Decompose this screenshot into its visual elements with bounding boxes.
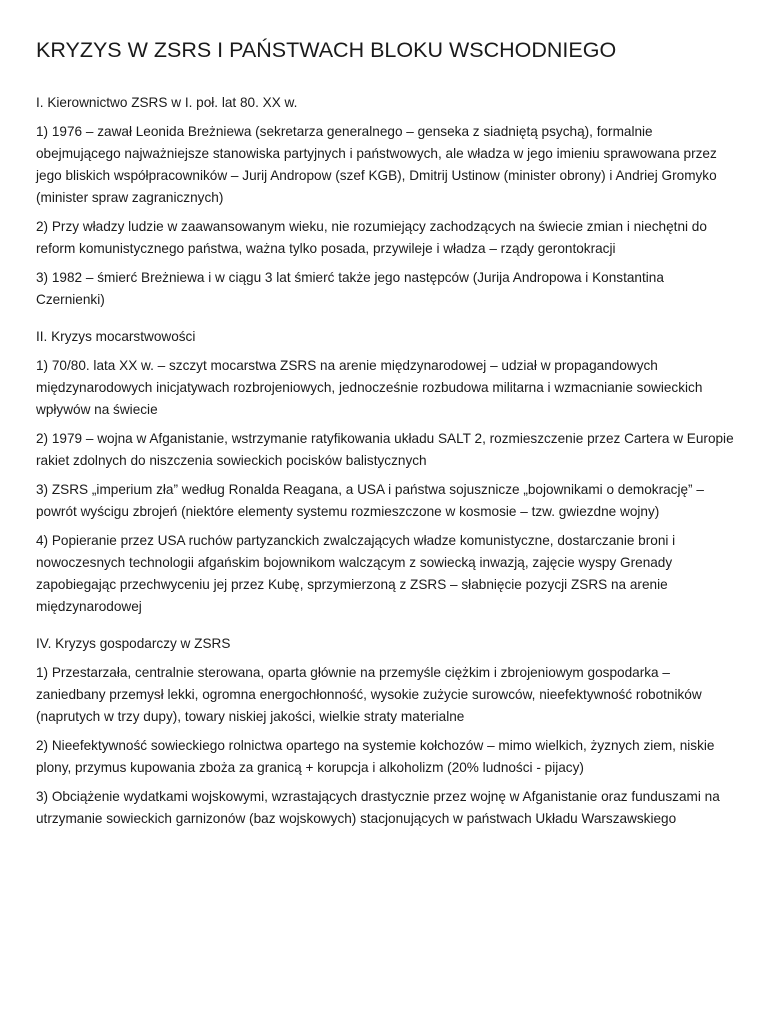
section-heading: II. Kryzys mocarstwowości [36,329,196,344]
paragraph: 3) ZSRS „imperium zła” według Ronalda Reagana, a USA i państwa sojusznicze „bojownikami o demokrację” – powrót wyścigu zbrojeń (niektóre elementy systemu rozmieszczone w kosmosie – tzw. gwiezdne wojny) [36,482,704,519]
paragraph: 2) Przy władzy ludzie w zaawansowanym wieku, nie rozumiejący zachodzących na świecie zmian i niechętni do reform komunistycznego państwa, ważna tylko posada, przywileje i władza – rządy gerontokracji [36,219,707,256]
paragraph: 1) 1976 – zawał Leonida Breżniewa (sekretarza generalnego – genseka z siadniętą psychą), formalnie obejmującego najważniejsze stanowiska partyjnych i państwowych, ale władza w jego imieniu sprawowana przez jego bliskich współpracowników – Jurij Andropow (szef KGB), Dmitrij Ustinow (minister obrony) i Andriej Gromyko (minister spraw zagranicznych) [36,124,717,205]
paragraph: 3) Obciążenie wydatkami wojskowymi, wzrastających drastycznie przez wojnę w Afganistanie oraz funduszami na utrzymanie sowieckich garnizonów (baz wojskowych) stacjonujących w państwach Układu Warszawskiego [36,789,720,826]
paragraph: 1) Przestarzała, centralnie sterowana, oparta głównie na przemyśle ciężkim i zbrojeniowym gospodarka – zaniedbany przemysł lekki, ogromna energochłonność, wysokie zużycie surowców, nieefektywność robotników (naprutych w trzy dupy), towary niskiej jakości, wielkie straty materialne [36,665,702,724]
paragraph: 3) 1982 – śmierć Breżniewa i w ciągu 3 lat śmierć także jego następców (Jurija Andropowa i Konstantina Czernienki) [36,270,664,307]
section-kierownictwo [36,92,736,311]
section-heading: IV. Kryzys gospodarczy w ZSRS [36,636,231,651]
section-kryzys-mocarstwowosci [36,326,736,618]
paragraph: 4) Popieranie przez USA ruchów partyzanckich zwalczających władze komunistyczne, dostarczanie broni i nowoczesnych technologii afgańskim bojownikom walczącym z sowiecką inwazją, zajęcie wyspy Grenady zapobiegając przechwyceniu jej przez Kubę, sprzymierzoną z ZSRS – słabnięcie pozycji ZSRS na arenie międzynarodowej [36,533,676,614]
paragraph: 1) 70/80. lata XX w. – szczyt mocarstwa ZSRS na arenie międzynarodowej – udział w propagandowych międzynarodowych inicjatywach rozbrojeniowych, jednocześnie rozbudowa militarna i wzmacnianie sowieckich wpływów na świecie [36,358,703,417]
section-kryzys-gospodarczy [36,633,736,830]
document-page [36,36,736,837]
paragraph: 2) 1979 – wojna w Afganistanie, wstrzymanie ratyfikowania układu SALT 2, rozmieszczenie przez Cartera w Europie rakiet zdolnych do niszczenia sowieckich pocisków balistycznych [36,431,734,468]
document-title: KRYZYS W ZSRS I PAŃSTWACH BLOKU WSCHODNIEGO [36,38,617,62]
section-heading: I. Kierownictwo ZSRS w I. poł. lat 80. XX w. [36,95,298,110]
paragraph: 2) Nieefektywność sowieckiego rolnictwa opartego na systemie kołchozów – mimo wielkich, żyznych ziem, niskie plony, przymus kupowania zboża za granicą + korupcja i alkoholizm (20% ludności - pijacy) [36,738,715,775]
